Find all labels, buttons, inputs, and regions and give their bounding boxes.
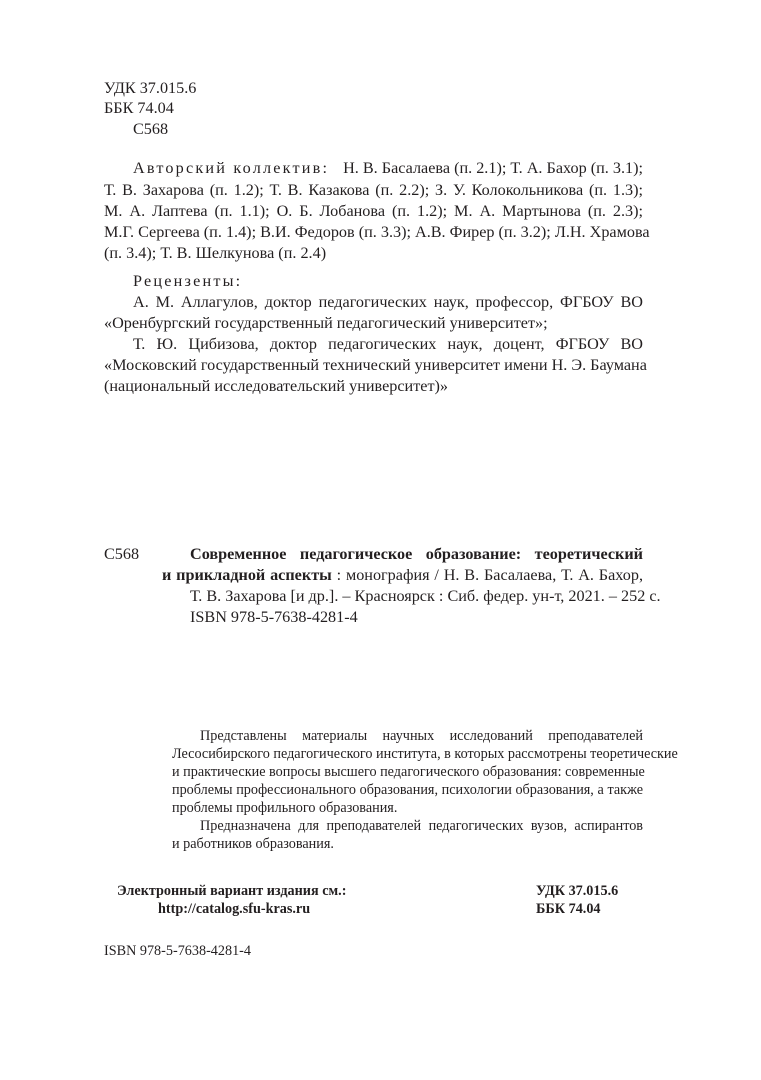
annotation-line-2: Лесосибирского педагогического института, в которых рассмотрены теоретические [172, 746, 678, 762]
authors-line-3: М. А. Лаптева (п. 1.1); О. Б. Лобанова (п. 1.2); М. А. Мартынова (п. 2.3); [104, 202, 643, 220]
electronic-bbk: ББК 74.04 [536, 901, 601, 917]
electronic-url[interactable]: http://catalog.sfu-kras.ru [158, 901, 311, 917]
bib-mark: С568 [104, 545, 140, 563]
udk-code: УДК 37.015.6 [104, 79, 197, 97]
reviewer-2-line-2: «Московский государственный технический университет имени Н. Э. Баумана [104, 356, 647, 374]
reviewer-1-line-1: А. М. Аллагулов, доктор педагогических наук, профессор, ФГБОУ ВО [133, 293, 643, 311]
authors-line-2: Т. В. Захарова (п. 1.2); Т. В. Казакова (п. 2.2); З. У. Колокольникова (п. 1.3); [104, 181, 643, 199]
electronic-udk: УДК 37.015.6 [536, 883, 619, 899]
electronic-label: Электронный вариант издания см.: [117, 883, 347, 899]
reviewers-label: Рецензенты: [133, 272, 243, 290]
annotation-line-5: проблемы профильного образования. [172, 800, 398, 816]
authors-line-5: (п. 3.4); Т. В. Шелкунова (п. 2.4) [104, 244, 327, 262]
author-mark: С568 [133, 120, 169, 138]
reviewer-1-line-2: «Оренбургский государственный педагогический университет»; [104, 314, 548, 332]
bib-isbn: ISBN 978-5-7638-4281-4 [190, 608, 358, 626]
annotation-line-3: и практические вопросы высшего педагогического образования: современные [172, 764, 645, 780]
reviewer-2-line-3: (национальный исследовательский университет)» [104, 377, 449, 395]
reviewer-2-line-1: Т. Ю. Цибизова, доктор педагогических наук, доцент, ФГБОУ ВО [133, 335, 643, 353]
bbk-code: ББК 74.04 [104, 99, 174, 117]
bib-title-rest: : монография / Н. В. Басалаева, Т. А. Бахор, [331, 566, 643, 584]
bib-title-line-2 [162, 565, 643, 585]
authors-line-4: М.Г. Сергеева (п. 1.4); В.И. Федоров (п. 3.3); А.В. Фирер (п. 3.2); Л.Н. Храмова [104, 223, 650, 241]
authors-line-1: Н. В. Басалаева (п. 2.1); Т. А. Бахор (п. 3.1); [343, 159, 643, 177]
authors-first-line [133, 158, 643, 178]
bib-title-bold: и прикладной аспекты [162, 566, 332, 584]
annotation-line-7: и работников образования. [172, 836, 334, 852]
bib-title-line-1: Современное педагогическое образование: теоретический [190, 545, 643, 563]
annotation-line-6: Предназначена для преподавателей педагогических вузов, аспирантов [200, 818, 643, 834]
annotation-line-4: проблемы профессионального образования, психологии образования, а также [172, 782, 643, 798]
annotation-line-1: Представлены материалы научных исследований преподавателей [200, 728, 643, 744]
footer-isbn: ISBN 978-5-7638-4281-4 [104, 943, 251, 959]
bib-imprint-line: Т. В. Захарова [и др.]. – Красноярск : Сиб. федер. ун-т, 2021. – 252 с. [190, 587, 661, 605]
authors-label: Авторский коллектив: [133, 159, 330, 177]
